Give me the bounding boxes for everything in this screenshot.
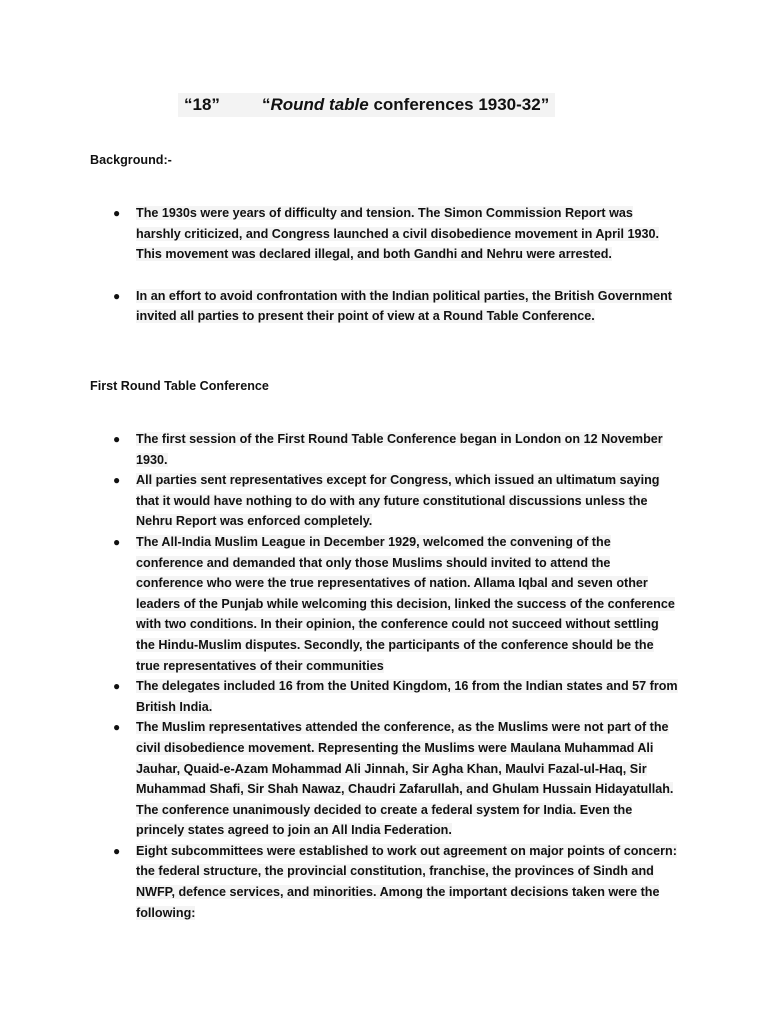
heading-first-round-table: First Round Table Conference [90,379,269,393]
first-conference-list [110,429,680,923]
title-open-quote: “ [262,95,271,114]
background-list [110,203,680,327]
bullet-icon: ● [113,288,121,303]
title-italic: Round table [270,95,369,114]
bullet-icon: ● [113,206,121,220]
list-item: ● The All-India Muslim League in December 1929, welcomed the convening of the conference and demanded that only those Muslims should invited to attend the conference who were the true representatives of nation. Allama Iqbal and seven other leaders of the Punjab while welcoming this decision, linked the success of the conference with two conditions. In their opinion, the conference could not succeed without settling the Hindu-Muslim disputes. Secondly, the participants of the conference should be the true representatives of their communities [110,532,680,676]
list-item: ● The delegates included 16 from the United Kingdom, 16 from the Indian states and 57 from British India. [110,676,680,717]
list-item: ● In an effort to avoid confrontation with the Indian political parties, the British Government invited all parties to present their point of view at a Round Table Conference. [110,286,680,327]
bullet-icon: ● [113,473,121,488]
bullet-icon: ● [113,720,121,735]
bullet-icon: ● [113,679,121,694]
page-title [178,93,555,117]
chapter-number: “18” [184,95,220,114]
heading-background: Background:- [90,153,172,167]
list-item: ● The Muslim representatives attended the conference, as the Muslims were not part of the civil disobedience movement. Representing the Muslims were Maulana Muhammad Ali Jauhar, Quaid-e-Azam Mohammad Ali Jinnah, Sir Agha Khan, Maulvi Fazal-ul-Haq, Sir Muhammad Shafi, Sir Shah Nawaz, Chaudri Zafarullah, and Ghulam Hussain Hidayatullah. The conference unanimously decided to create a federal system for India. Even the princely states agreed to join an All India Federation. [110,717,680,841]
bullet-icon: ● [113,843,121,858]
list-item: ● All parties sent representatives except for Congress, which issued an ultimatum saying that it would have nothing to do with any future constitutional discussions unless the Nehru Report was enforced completely. [110,470,680,532]
list-item: ● The 1930s were years of difficulty and tension. The Simon Commission Report was harshly criticized, and Congress launched a civil disobedience movement in April 1930. This movement was declared illegal, and both Gandhi and Nehru were arrested. [110,203,680,265]
bullet-icon: ● [113,534,121,549]
bullet-icon: ● [113,432,121,446]
list-item: ● Eight subcommittees were established to work out agreement on major points of concern: the federal structure, the provincial constitution, franchise, the provinces of Sindh and NWFP, defence services, and minorities. Among the important decisions taken were the following: [110,841,680,923]
title-rest: conferences 1930-32” [368,95,550,114]
list-item: ● The first session of the First Round Table Conference began in London on 12 November 1930. [110,429,680,470]
